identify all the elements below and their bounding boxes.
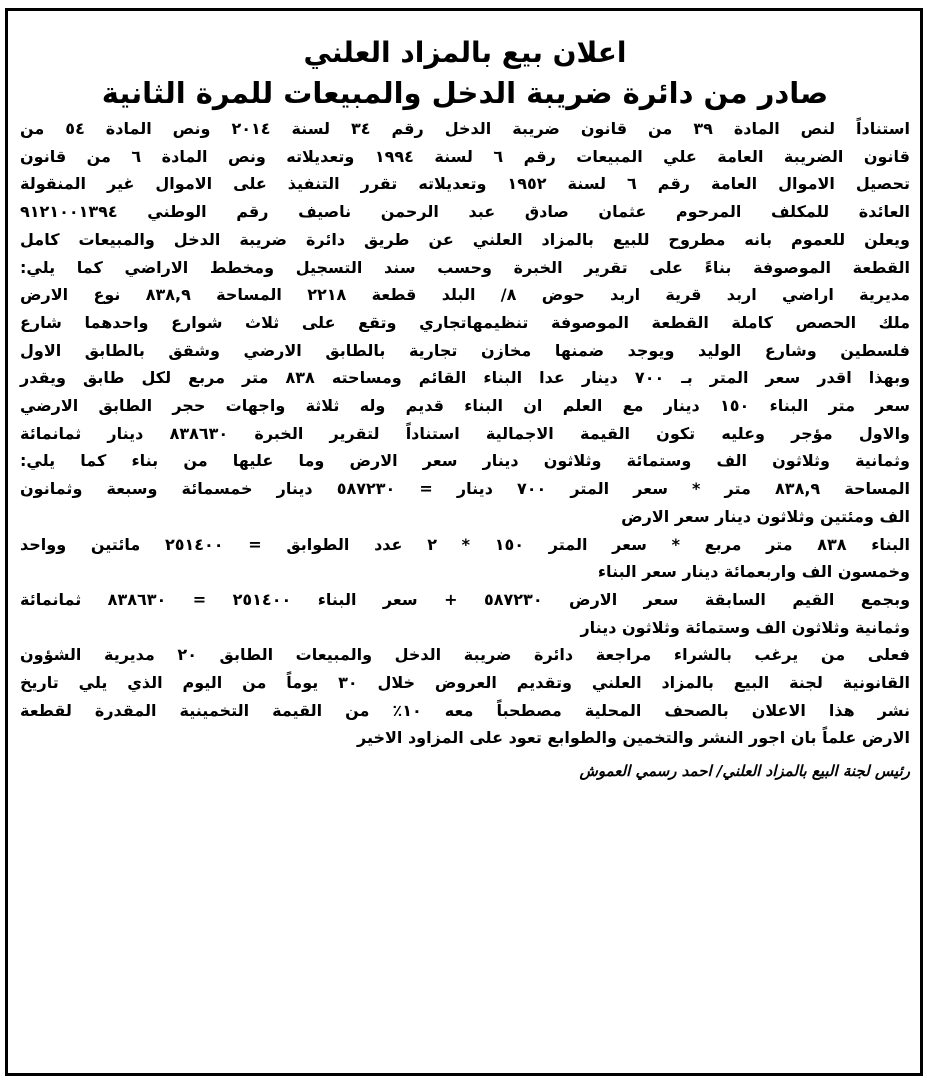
- body-line: وبهذا اقدر سعر المتر بـ ٧٠٠ دينار عدا البناء القائم ومساحته ٨٣٨ متر مربع لكل طابق ويقدر: [20, 368, 911, 388]
- body-line: وثمانية وثلاثون الف وستمائة وثلاثون دينار سعر الارض وما عليها من بناء كما يلي:: [20, 451, 910, 471]
- body-line: والاول مؤجر وعليه تكون القيمة الاجمالية استناداً لتقرير الخبرة ٨٣٨٦٣٠ دينار ثمانمائة: [20, 423, 910, 443]
- notice-frame: [5, 8, 923, 1076]
- notice-subtitle: صادر من دائرة ضريبة الدخل والمبيعات للمرة الثانية: [101, 76, 829, 110]
- body-line: ويعلن للعموم بانه مطروح للبيع بالمزاد العلني عن طريق دائرة ضريبة الدخل والمبيعات كامل: [20, 229, 910, 249]
- body-line: العائدة للمكلف المرحوم عثمان صادق عبد الرحمن ناصيف رقم الوطني ٩١٢١٠٠١٣٩٤: [20, 202, 910, 222]
- body-line: استناداً لنص المادة ٣٩ من قانون ضريبة الدخل رقم ٣٤ لسنة ٢٠١٤ ونص المادة ٥٤ من: [20, 119, 911, 138]
- body-line: الف ومئتين وثلاثون دينار سعر الارض: [621, 506, 910, 526]
- body-line: وبجمع القيم السابقة سعر الارض ٥٨٧٢٣٠ + سعر البناء ٢٥١٤٠٠ = ٨٣٨٦٣٠ ثمانمائة: [20, 589, 911, 609]
- body-line: قانون الضريبة العامة علي المبيعات رقم ٦ لسنة ١٩٩٤ وتعديلاته ونص المادة ٦ من قانون: [20, 146, 910, 166]
- notice-content: [20, 33, 910, 1059]
- body-line: ملك الحصص كاملة القطعة الموصوفة تنظيمهاتجاري وتقع على ثلاث شوارع واحدهما شارع: [20, 312, 910, 332]
- body-line: القطعة الموصوفة بناءً على تقرير الخبرة وحسب سند التسجيل ومخطط الاراضي كما يلي:: [20, 257, 910, 277]
- notice-signature: رئيس لجنة البيع بالمزاد العلني/ احمد رسمي العموش: [579, 762, 910, 781]
- body-line: فعلى من يرغب بالشراء مراجعة دائرة ضريبة الدخل والمبيعات الطابق ٢٠ مديرية الشؤون: [20, 645, 910, 665]
- notice-title: اعلان بيع بالمزاد العلني: [303, 36, 627, 69]
- notice-body: [20, 115, 910, 752]
- body-line: مديرية اراضي اربد قرية اربد حوض ٨/ البلد قطعة ٢٢١٨ المساحة ٨٣٨,٩ نوع الارض: [20, 285, 910, 305]
- body-line: البناء ٨٣٨ متر مربع * سعر المتر ١٥٠ * ٢ عدد الطوابق = ٢٥١٤٠٠ مائتين وواحد: [20, 534, 910, 554]
- body-line: فلسطين وشارع الوليد ويوجد ضمنها مخازن تجارية بالطابق الارضي وشقق بالطابق الاول: [20, 340, 910, 360]
- body-line: الارض علماً بان اجور النشر والتخمين والطوابع تعود على المزاود الاخير: [356, 728, 910, 748]
- body-line: نشر هذا الاعلان بالصحف المحلية مصطحباً معه ١٠٪ من القيمة التخمينية المقدرة لقطعة: [20, 700, 911, 720]
- body-line: تحصيل الاموال العامة رقم ٦ لسنة ١٩٥٢ وتعديلاته تقرر التنفيذ على الاموال غير المنقولة: [20, 174, 910, 194]
- body-line: وثمانية وثلاثون الف وستمائة وثلاثون دينار: [580, 617, 910, 637]
- body-line: وخمسون الف واربعمائة دينار سعر البناء: [597, 562, 910, 582]
- body-line: القانونية لجنة البيع بالمزاد العلني وتقديم العروض خلال ٣٠ يوماً من اليوم الذي يلي تاريخ: [20, 673, 910, 693]
- body-line: المساحة ٨٣٨,٩ متر * سعر المتر ٧٠٠ دينار = ٥٨٧٢٣٠ دينار خمسمائة وسبعة وثمانون: [20, 479, 911, 499]
- body-line: سعر متر البناء ١٥٠ دينار مع العلم ان البناء قديم وله ثلاثة واجهات حجر الطابق الارضي: [20, 396, 911, 416]
